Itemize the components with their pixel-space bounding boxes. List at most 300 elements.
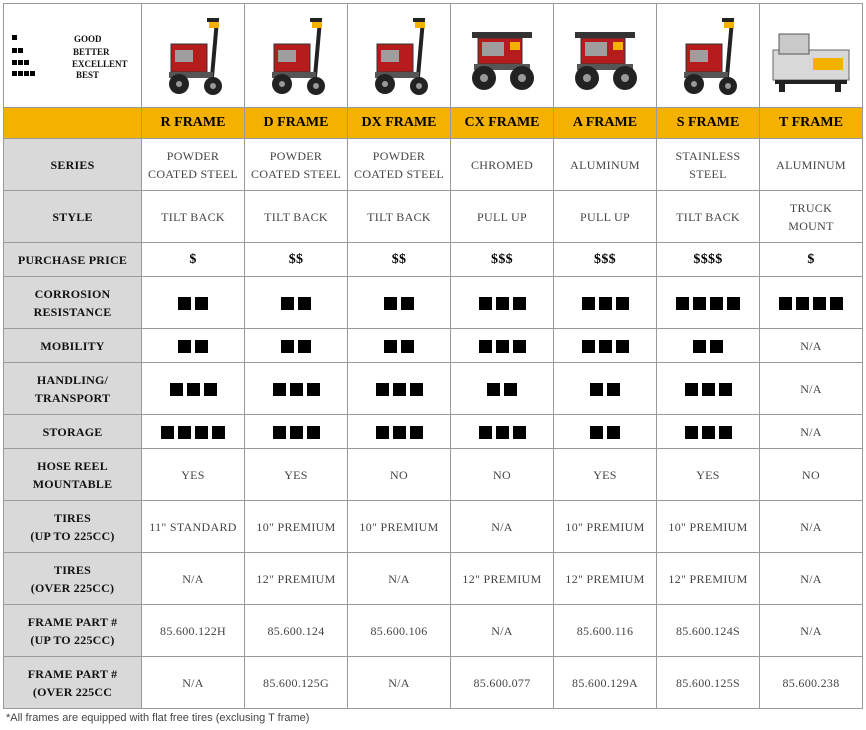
cell-text-line: N/A (182, 675, 204, 690)
cell-text-line: 85.600.124S (676, 623, 740, 638)
table-cell (554, 191, 657, 243)
table-cell (142, 243, 245, 277)
row-tires-over-225cc (4, 553, 863, 605)
rating-cell (348, 277, 451, 329)
frame-image (245, 4, 348, 108)
rating-square-icon (479, 297, 492, 310)
cell-text-line: $$$ (491, 251, 513, 267)
pressure-washer-tilt-back-icon (657, 14, 759, 98)
frame-image (657, 4, 760, 108)
rating-square-icon (401, 340, 414, 353)
cell-text-line: N/A (800, 623, 822, 638)
rating-square-icon (496, 297, 509, 310)
cell-text-line: FRAME PART # (27, 614, 118, 629)
table-cell (657, 139, 760, 191)
cell-text-line: ALUMINUM (776, 157, 846, 172)
frame-header: T FRAME (760, 108, 863, 139)
rating-cell (451, 415, 554, 449)
rating-square-icon (298, 297, 311, 310)
rating-square-icon (298, 340, 311, 353)
rating-square-icon (195, 340, 208, 353)
table-cell (348, 243, 451, 277)
rating-cell (554, 415, 657, 449)
cell-text-line: TILT BACK (161, 209, 225, 224)
frame-image (142, 4, 245, 108)
cell-text-line: N/A (491, 623, 513, 638)
cell-text-line: SERIES (50, 157, 95, 172)
row-label (4, 657, 142, 709)
rating-square-icon (410, 383, 423, 396)
rating-cell (657, 329, 760, 363)
rating-square-icon (195, 297, 208, 310)
cell-text-line: 10" PREMIUM (668, 519, 748, 534)
row-frame-part-over-225cc (4, 657, 863, 709)
legend-square-icon (12, 35, 17, 40)
rating-cell (554, 329, 657, 363)
table-cell (657, 449, 760, 501)
legend-square-icon (12, 71, 17, 76)
rating-square-icon (376, 383, 389, 396)
table-cell (348, 657, 451, 709)
row-label (4, 415, 142, 449)
table-cell (657, 243, 760, 277)
rating-square-icon (693, 297, 706, 310)
legend-square-icon (18, 60, 23, 65)
cell-text-line: COATED STEEL (148, 166, 238, 181)
row-label (4, 329, 142, 363)
table-cell (554, 449, 657, 501)
legend (4, 4, 142, 108)
legend-square-icon (18, 71, 23, 76)
table-cell (451, 449, 554, 501)
table-cell (451, 553, 554, 605)
cell-text-line: TIRES (53, 510, 92, 525)
rating-square-icon (813, 297, 826, 310)
rating-square-icon (693, 340, 706, 353)
legend-square-icon (24, 71, 29, 76)
row-label (4, 139, 142, 191)
rating-square-icon (496, 340, 509, 353)
rating-square-icon (676, 297, 689, 310)
rating-cell (760, 277, 863, 329)
rating-cell (451, 277, 554, 329)
rating-square-icon (719, 383, 732, 396)
cell-text-line: HANDLING/ (36, 372, 109, 387)
rating-cell (554, 363, 657, 415)
row-hose-reel-mountable (4, 449, 863, 501)
table-cell (245, 191, 348, 243)
table-cell (142, 553, 245, 605)
rating-square-icon (513, 426, 526, 439)
table-cell (451, 657, 554, 709)
cell-text-line: 12" PREMIUM (256, 571, 336, 586)
rating-square-icon (479, 426, 492, 439)
table-cell (245, 243, 348, 277)
table-cell (348, 191, 451, 243)
frame-header: S FRAME (657, 108, 760, 139)
rating-square-icon (607, 383, 620, 396)
rating-square-icon (178, 297, 191, 310)
cell-text-line: (UP TO 225CC) (30, 632, 115, 647)
rating-square-icon (281, 340, 294, 353)
cell-text-line: MOUNTABLE (32, 476, 113, 491)
cell-text-line: $$ (288, 251, 304, 267)
frame-header-row (4, 108, 863, 139)
pressure-washer-tilt-back-icon (245, 14, 347, 98)
rating-cell (245, 277, 348, 329)
row-label (4, 191, 142, 243)
cell-text-line: TILT BACK (367, 209, 431, 224)
legend-squares (12, 71, 36, 89)
rating-square-icon (599, 297, 612, 310)
rating-cell (348, 329, 451, 363)
header-blank-cell (4, 108, 142, 139)
rating-square-icon (779, 297, 792, 310)
cell-text-line: 85.600.125S (676, 675, 740, 690)
frame-image (348, 4, 451, 108)
cell-text-line: PURCHASE PRICE (17, 252, 128, 267)
cell-text-line: 85.600.077 (473, 675, 531, 690)
rating-square-icon (616, 340, 629, 353)
cell-text-line: FRAME PART # (27, 666, 118, 681)
pressure-washer-pull-up-icon (554, 14, 656, 98)
rating-square-icon (273, 426, 286, 439)
cell-text-line: PULL UP (580, 209, 630, 224)
row-label (4, 243, 142, 277)
table-cell (760, 243, 863, 277)
cell-text-line: NO (390, 467, 408, 482)
rating-square-icon (685, 383, 698, 396)
table-cell (451, 191, 554, 243)
table-cell (451, 139, 554, 191)
rating-cell (245, 415, 348, 449)
table-cell (348, 553, 451, 605)
row-label (4, 449, 142, 501)
cell-text-line: POWDER (372, 148, 426, 163)
rating-square-icon (290, 426, 303, 439)
table-cell (451, 243, 554, 277)
table-cell (245, 501, 348, 553)
rating-square-icon (710, 340, 723, 353)
table-cell (657, 657, 760, 709)
cell-text-line: 85.600.116 (576, 623, 634, 638)
table-cell (760, 139, 863, 191)
cell-text-line: MOUNT (788, 218, 834, 233)
legend-square-icon (30, 71, 35, 76)
row-frame-part-up-to-225cc (4, 605, 863, 657)
cell-text-line: RESISTANCE (33, 304, 112, 319)
table-cell (451, 605, 554, 657)
row-mobility (4, 329, 863, 363)
rating-cell (348, 363, 451, 415)
rating-square-icon (376, 426, 389, 439)
cell-text: N/A (800, 338, 822, 353)
rating-cell (451, 329, 554, 363)
row-corrosion-resistance (4, 277, 863, 329)
rating-square-icon (273, 383, 286, 396)
cell-text-line: (UP TO 225CC) (30, 528, 115, 543)
table-cell (760, 657, 863, 709)
table-cell (142, 605, 245, 657)
row-series (4, 139, 863, 191)
frame-comparison-table (3, 3, 863, 709)
cell-text-line: YES (284, 467, 308, 482)
cell-text-line: 12" PREMIUM (565, 571, 645, 586)
cell-text-line: TIRES (53, 562, 92, 577)
table-cell (142, 449, 245, 501)
cell-text: N/A (800, 424, 822, 439)
cell-text-line: ALUMINUM (570, 157, 640, 172)
cell-text-line: 12" PREMIUM (462, 571, 542, 586)
rating-cell (348, 415, 451, 449)
cell-text-line: TRANSPORT (34, 390, 111, 405)
frame-image (760, 4, 863, 108)
table-cell (554, 553, 657, 605)
cell-text-line: HOSE REEL (37, 458, 108, 473)
row-label (4, 277, 142, 329)
cell-text-line: $ (807, 251, 815, 267)
row-style (4, 191, 863, 243)
cell-text-line: 12" PREMIUM (668, 571, 748, 586)
rating-square-icon (290, 383, 303, 396)
cell-text-line: (OVER 225CC (32, 684, 113, 699)
legend-square-icon (24, 60, 29, 65)
rating-cell (657, 277, 760, 329)
legend-label: BEST (76, 69, 100, 80)
rating-square-icon (204, 383, 217, 396)
table-cell (760, 553, 863, 605)
frame-header: D FRAME (245, 108, 348, 139)
table-cell (554, 139, 657, 191)
cell-text-line: 85.600.129A (572, 675, 638, 690)
table-cell (142, 139, 245, 191)
row-label (4, 363, 142, 415)
cell-text-line: N/A (800, 519, 822, 534)
cell-text-line: 10" PREMIUM (565, 519, 645, 534)
row-label (4, 605, 142, 657)
cell-text-line: $ (189, 251, 197, 267)
table-cell (760, 329, 863, 363)
cell-text-line: 85.600.124 (267, 623, 325, 638)
table-cell (760, 501, 863, 553)
cell-text-line: 11" STANDARD (149, 519, 237, 534)
rating-square-icon (582, 297, 595, 310)
pressure-washer-pull-up-icon (451, 14, 553, 98)
rating-cell (142, 277, 245, 329)
rating-cell (657, 363, 760, 415)
rating-square-icon (170, 383, 183, 396)
rating-square-icon (796, 297, 809, 310)
cell-text-line: TRUCK (789, 200, 833, 215)
rating-square-icon (307, 383, 320, 396)
rating-square-icon (401, 297, 414, 310)
cell-text-line: NO (493, 467, 511, 482)
cell-text-line: $$ (391, 251, 407, 267)
cell-text-line: (OVER 225CC) (30, 580, 115, 595)
row-tires-up-to-225cc (4, 501, 863, 553)
cell-text-line: NO (802, 467, 820, 482)
rating-square-icon (393, 383, 406, 396)
rating-square-icon (479, 340, 492, 353)
image-row (4, 4, 863, 108)
table-cell (760, 191, 863, 243)
frame-header: R FRAME (142, 108, 245, 139)
row-handling-transport (4, 363, 863, 415)
rating-cell (245, 363, 348, 415)
rating-square-icon (685, 426, 698, 439)
table-cell (348, 449, 451, 501)
cell-text-line: 85.600.122H (160, 623, 226, 638)
row-label (4, 501, 142, 553)
cell-text-line: STEEL (689, 166, 727, 181)
rating-cell (142, 415, 245, 449)
cell-text-line: STYLE (52, 209, 93, 224)
cell-text-line: PULL UP (477, 209, 527, 224)
rating-square-icon (830, 297, 843, 310)
table-cell (245, 553, 348, 605)
legend-label: EXCELLENT (72, 58, 128, 69)
rating-square-icon (384, 297, 397, 310)
rating-square-icon (384, 340, 397, 353)
footnote: *All frames are equipped with flat free tires (exclusing T frame) (6, 712, 310, 724)
cell-text-line: 85.600.125G (263, 675, 329, 690)
pressure-washer-truck-mount-icon (760, 14, 862, 98)
cell-text-line: POWDER (166, 148, 220, 163)
cell-text-line: N/A (182, 571, 204, 586)
table-cell (245, 657, 348, 709)
rating-square-icon (513, 340, 526, 353)
table-cell (554, 243, 657, 277)
cell-text-line: 85.600.238 (782, 675, 840, 690)
table-cell (657, 501, 760, 553)
table-cell (657, 605, 760, 657)
cell-text-line: $$$ (594, 251, 616, 267)
rating-square-icon (607, 426, 620, 439)
rating-square-icon (281, 297, 294, 310)
rating-square-icon (195, 426, 208, 439)
rating-square-icon (590, 383, 603, 396)
rating-cell (554, 277, 657, 329)
rating-square-icon (496, 426, 509, 439)
cell-text-line: MOBILITY (40, 338, 105, 353)
rating-square-icon (582, 340, 595, 353)
table-cell (348, 139, 451, 191)
table-cell (554, 605, 657, 657)
cell-text-line: TILT BACK (264, 209, 328, 224)
pressure-washer-tilt-back-icon (142, 14, 244, 98)
rating-square-icon (702, 383, 715, 396)
cell-text-line: YES (593, 467, 617, 482)
cell-text-line: 10" PREMIUM (359, 519, 439, 534)
rating-square-icon (307, 426, 320, 439)
frame-header: CX FRAME (451, 108, 554, 139)
frame-header: A FRAME (554, 108, 657, 139)
cell-text-line: CORROSION (34, 286, 111, 301)
table-cell (245, 449, 348, 501)
table-cell (760, 363, 863, 415)
rating-square-icon (702, 426, 715, 439)
rating-cell (142, 329, 245, 363)
rating-cell (142, 363, 245, 415)
table-cell (657, 191, 760, 243)
cell-text-line: POWDER (269, 148, 323, 163)
rating-cell (245, 329, 348, 363)
rating-square-icon (178, 340, 191, 353)
legend-square-icon (18, 48, 23, 53)
legend-box (4, 6, 141, 106)
table-cell (245, 605, 348, 657)
rating-square-icon (710, 297, 723, 310)
table-cell (451, 501, 554, 553)
table-cell (760, 605, 863, 657)
legend-square-icon (12, 60, 17, 65)
rating-square-icon (719, 426, 732, 439)
rating-square-icon (590, 426, 603, 439)
cell-text-line: STAINLESS (675, 148, 741, 163)
cell-text-line: CHROMED (470, 157, 534, 172)
table-cell (554, 657, 657, 709)
cell-text-line: YES (181, 467, 205, 482)
cell-text-line: N/A (491, 519, 513, 534)
rating-square-icon (410, 426, 423, 439)
table-cell (245, 139, 348, 191)
cell-text-line: N/A (388, 675, 410, 690)
table-cell (142, 657, 245, 709)
table-cell (760, 415, 863, 449)
cell-text-line: STORAGE (42, 424, 103, 439)
cell-text-line: 10" PREMIUM (256, 519, 336, 534)
row-storage (4, 415, 863, 449)
legend-label: GOOD (74, 33, 102, 44)
cell-text-line: $$$$ (693, 251, 723, 267)
table-cell (348, 501, 451, 553)
table-cell (142, 191, 245, 243)
rating-cell (657, 415, 760, 449)
rating-cell (451, 363, 554, 415)
cell-text-line: TILT BACK (676, 209, 740, 224)
cell-text-line: YES (696, 467, 720, 482)
rating-square-icon (727, 297, 740, 310)
frame-image (554, 4, 657, 108)
row-purchase-price (4, 243, 863, 277)
rating-square-icon (212, 426, 225, 439)
cell-text-line: N/A (800, 571, 822, 586)
pressure-washer-tilt-back-icon (348, 14, 450, 98)
frame-header: DX FRAME (348, 108, 451, 139)
rating-square-icon (187, 383, 200, 396)
cell-text-line: N/A (388, 571, 410, 586)
cell-text-line: COATED STEEL (251, 166, 341, 181)
legend-square-icon (12, 48, 17, 53)
rating-square-icon (393, 426, 406, 439)
legend-label: BETTER (73, 46, 110, 57)
rating-square-icon (599, 340, 612, 353)
frame-image (451, 4, 554, 108)
row-label (4, 553, 142, 605)
table-cell (657, 553, 760, 605)
table-cell (554, 501, 657, 553)
rating-square-icon (161, 426, 174, 439)
table-cell (348, 605, 451, 657)
table-cell (142, 501, 245, 553)
cell-text: N/A (800, 381, 822, 396)
rating-square-icon (487, 383, 500, 396)
table-cell (760, 449, 863, 501)
rating-square-icon (616, 297, 629, 310)
rating-square-icon (513, 297, 526, 310)
rating-square-icon (504, 383, 517, 396)
cell-text-line: COATED STEEL (354, 166, 444, 181)
